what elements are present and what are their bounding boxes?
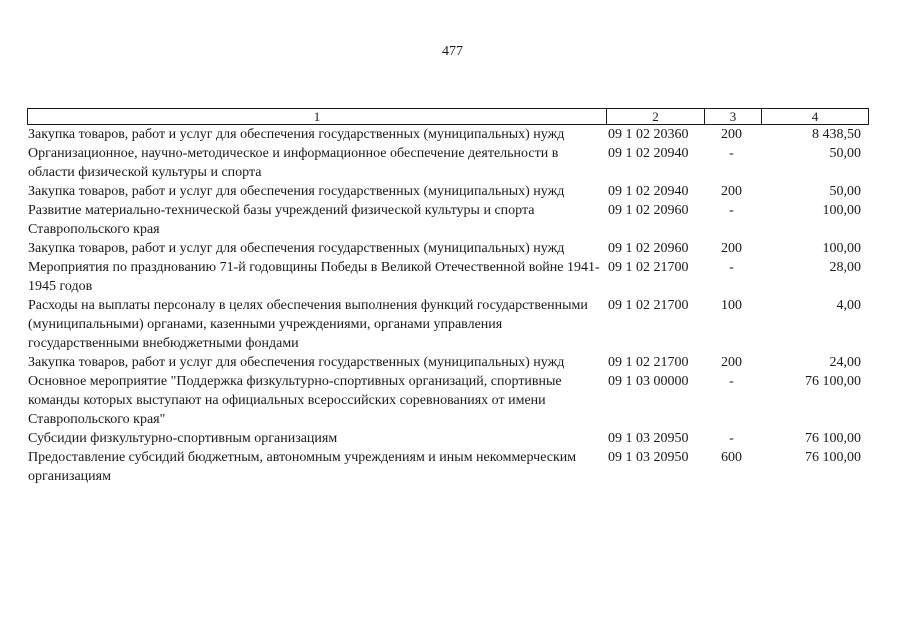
page-number: 477: [442, 44, 463, 59]
row-amount: 76 100,00: [805, 431, 861, 446]
table-row: [27, 201, 869, 239]
row-type: -: [729, 260, 734, 275]
row-amount: 4,00: [836, 298, 861, 313]
table-row: [27, 125, 869, 144]
row-code: 09 1 02 20940: [608, 146, 689, 161]
row-amount: 24,00: [829, 355, 861, 370]
row-code: 09 1 02 20960: [608, 203, 689, 218]
table-row: [27, 353, 869, 372]
table-row: [27, 372, 869, 429]
row-type: 200: [721, 241, 742, 256]
row-name: Закупка товаров, работ и услуг для обеспечения государственных (муниципальных) нужд: [28, 355, 565, 370]
row-code: 09 1 03 20950: [608, 431, 689, 446]
row-name: Развитие материально-технической базы учреждений физической культуры и спорта Ставропольского края: [28, 203, 535, 237]
row-type: -: [729, 203, 734, 218]
row-code: 09 1 02 20940: [608, 184, 689, 199]
column-header-1: 1: [313, 109, 321, 124]
row-code: 09 1 02 21700: [608, 298, 689, 313]
row-type: -: [729, 146, 734, 161]
row-code: 09 1 02 21700: [608, 355, 689, 370]
row-type: 200: [721, 355, 742, 370]
row-code: 09 1 02 20960: [608, 241, 689, 256]
table-body: [27, 125, 869, 486]
table-header-row: [27, 108, 869, 125]
table-row: [27, 144, 869, 182]
row-amount: 8 438,50: [812, 127, 861, 142]
row-amount: 100,00: [822, 241, 861, 256]
row-code: 09 1 03 20950: [608, 450, 689, 465]
row-type: 600: [721, 450, 742, 465]
table-row: [27, 182, 869, 201]
row-name: Закупка товаров, работ и услуг для обеспечения государственных (муниципальных) нужд: [28, 241, 565, 256]
table-row: [27, 429, 869, 448]
row-name: Основное мероприятие "Поддержка физкультурно-спортивных организаций, спортивные команды которых выступают на официальных всероссийских соревнованиях от имени Ставропольского края": [28, 374, 562, 427]
table-row: [27, 258, 869, 296]
row-type: 200: [721, 184, 742, 199]
row-name: Мероприятия по празднованию 71-й годовщины Победы в Великой Отечественной войне 1941-1945 годов: [28, 260, 600, 294]
table-row: [27, 239, 869, 258]
row-amount: 100,00: [822, 203, 861, 218]
row-type: 100: [721, 298, 742, 313]
row-amount: 28,00: [829, 260, 861, 275]
row-amount: 50,00: [829, 146, 861, 161]
row-code: 09 1 02 20360: [608, 127, 689, 142]
column-header-4: 4: [761, 109, 868, 124]
row-name: Организационное, научно-методическое и информационное обеспечение деятельности в области физической культуры и спорта: [28, 146, 559, 180]
row-code: 09 1 03 00000: [608, 374, 689, 389]
column-header-3: 3: [704, 109, 761, 124]
row-amount: 76 100,00: [805, 450, 861, 465]
budget-table: [27, 108, 869, 486]
row-type: 200: [721, 127, 742, 142]
row-code: 09 1 02 21700: [608, 260, 689, 275]
row-name: Предоставление субсидий бюджетным, автономным учреждениям и иным некоммерческим организациям: [28, 450, 577, 484]
row-amount: 50,00: [829, 184, 861, 199]
row-name: Закупка товаров, работ и услуг для обеспечения государственных (муниципальных) нужд: [28, 127, 565, 142]
row-type: -: [729, 431, 734, 446]
row-type: -: [729, 374, 734, 389]
row-name: Закупка товаров, работ и услуг для обеспечения государственных (муниципальных) нужд: [28, 184, 565, 199]
column-header-2: 2: [606, 109, 704, 124]
row-name: Расходы на выплаты персоналу в целях обеспечения выполнения функций государственными (муниципальными) органами, казенными учреждениями, органами управления государственными внебюджетными фондами: [28, 298, 588, 351]
row-amount: 76 100,00: [805, 374, 861, 389]
row-name: Субсидии физкультурно-спортивным организациям: [28, 431, 338, 446]
table-row: [27, 296, 869, 353]
table-row: [27, 448, 869, 486]
